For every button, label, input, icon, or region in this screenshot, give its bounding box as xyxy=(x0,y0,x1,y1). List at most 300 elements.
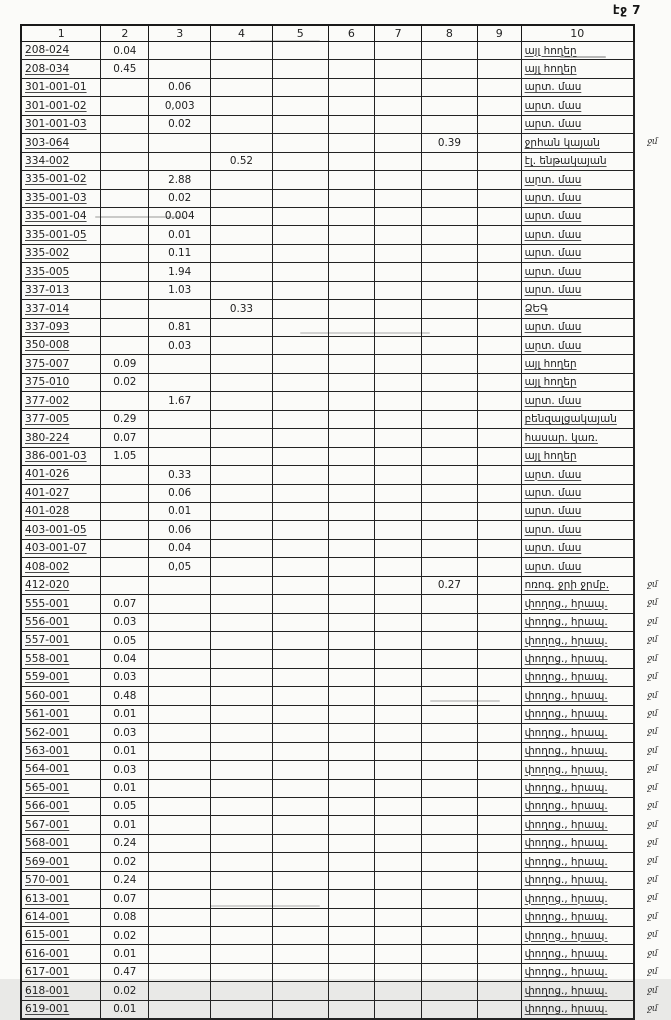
margin-note: ջմ xyxy=(646,1004,658,1015)
value-cell xyxy=(272,779,328,797)
margin-note: ջմ xyxy=(646,579,658,590)
value-cell xyxy=(328,871,375,889)
value-cell xyxy=(328,982,375,1000)
margin-note xyxy=(634,558,670,576)
scan-artifact xyxy=(430,700,500,702)
value-cell xyxy=(477,115,521,133)
value-cell xyxy=(272,152,328,170)
value-cell xyxy=(211,779,273,797)
land-parcel-table xyxy=(20,24,671,1020)
value-cell xyxy=(328,853,375,871)
land-use-label: փողոց., հրապ. xyxy=(521,963,634,981)
value-cell xyxy=(211,871,273,889)
column-header: 2 xyxy=(101,25,149,42)
land-use-label: այլ հողեր xyxy=(521,60,634,78)
land-use-label: փողոց., հրապ. xyxy=(521,945,634,963)
value-cell xyxy=(272,687,328,705)
table-row xyxy=(21,466,670,484)
parcel-code: 562-001 xyxy=(21,724,101,742)
value-cell xyxy=(477,890,521,908)
value-cell xyxy=(211,337,273,355)
value-cell xyxy=(328,595,375,613)
value-cell xyxy=(149,908,211,926)
land-use-label: այլ հողեր xyxy=(521,42,634,60)
value-cell xyxy=(211,650,273,668)
land-use-label: փողոց., հրապ. xyxy=(521,871,634,889)
value-cell: 0.02 xyxy=(101,982,149,1000)
parcel-code: 412-020 xyxy=(21,576,101,594)
value-cell xyxy=(272,207,328,225)
value-cell xyxy=(477,908,521,926)
table-row xyxy=(21,281,670,299)
value-cell xyxy=(422,742,478,760)
table-row xyxy=(21,871,670,889)
value-cell xyxy=(328,484,375,502)
value-cell: 0.08 xyxy=(101,908,149,926)
value-cell xyxy=(375,134,422,152)
value-cell xyxy=(328,724,375,742)
value-cell xyxy=(477,97,521,115)
value-cell: 0.02 xyxy=(149,115,211,133)
value-cell: 0.48 xyxy=(101,687,149,705)
value-cell xyxy=(422,761,478,779)
value-cell xyxy=(477,60,521,78)
value-cell xyxy=(375,189,422,207)
value-cell xyxy=(272,263,328,281)
margin-note xyxy=(634,171,670,189)
value-cell xyxy=(422,1000,478,1019)
value-cell xyxy=(149,927,211,945)
table-row xyxy=(21,115,670,133)
value-cell xyxy=(211,945,273,963)
value-cell xyxy=(101,152,149,170)
table-row xyxy=(21,687,670,705)
margin-note: ջմ xyxy=(646,727,658,738)
land-use-label: փողոց., հրապ. xyxy=(521,742,634,760)
value-cell xyxy=(211,207,273,225)
value-cell xyxy=(477,595,521,613)
value-cell: 0,003 xyxy=(149,97,211,115)
value-cell xyxy=(149,613,211,631)
value-cell: 0.07 xyxy=(101,429,149,447)
value-cell: 0.06 xyxy=(149,521,211,539)
value-cell xyxy=(328,263,375,281)
column-header: 10 xyxy=(521,25,634,42)
value-cell xyxy=(477,337,521,355)
land-use-label: արտ. մաս xyxy=(521,337,634,355)
margin-note xyxy=(634,373,670,391)
value-cell xyxy=(422,429,478,447)
value-cell xyxy=(211,466,273,484)
value-cell xyxy=(149,595,211,613)
value-cell xyxy=(477,963,521,981)
parcel-code: 556-001 xyxy=(21,613,101,631)
parcel-code: 335-002 xyxy=(21,244,101,262)
value-cell xyxy=(272,613,328,631)
value-cell xyxy=(101,502,149,520)
value-cell: 2.88 xyxy=(149,171,211,189)
value-cell xyxy=(272,502,328,520)
value-cell: 0.03 xyxy=(149,337,211,355)
value-cell xyxy=(375,115,422,133)
value-cell xyxy=(422,908,478,926)
value-cell: 0.01 xyxy=(149,226,211,244)
value-cell xyxy=(328,115,375,133)
value-cell: 0.33 xyxy=(149,466,211,484)
value-cell xyxy=(149,152,211,170)
land-use-label: արտ. մաս xyxy=(521,318,634,336)
table-row xyxy=(21,244,670,262)
table-row xyxy=(21,152,670,170)
margin-note: ջմ xyxy=(646,745,658,756)
value-cell xyxy=(149,853,211,871)
land-use-label: փողոց., հրապ. xyxy=(521,724,634,742)
table-row xyxy=(21,226,670,244)
value-cell xyxy=(211,263,273,281)
table-row xyxy=(21,447,670,465)
value-cell xyxy=(477,189,521,207)
value-cell xyxy=(211,429,273,447)
land-use-label: արտ. մաս xyxy=(521,521,634,539)
margin-note xyxy=(634,226,670,244)
value-cell xyxy=(149,668,211,686)
land-use-label: փողոց., հրապ. xyxy=(521,853,634,871)
value-cell xyxy=(375,890,422,908)
parcel-code: 565-001 xyxy=(21,779,101,797)
value-cell xyxy=(211,963,273,981)
table-row xyxy=(21,60,670,78)
value-cell xyxy=(422,337,478,355)
land-use-label: փողոց., հրապ. xyxy=(521,890,634,908)
value-cell xyxy=(211,502,273,520)
margin-note xyxy=(634,152,670,170)
value-cell: 0.81 xyxy=(149,318,211,336)
value-cell xyxy=(375,853,422,871)
margin-note xyxy=(634,300,670,318)
margin-note: ջմ xyxy=(646,985,658,996)
value-cell xyxy=(422,521,478,539)
value-cell xyxy=(375,595,422,613)
value-cell xyxy=(101,134,149,152)
value-cell xyxy=(477,945,521,963)
parcel-code: 569-001 xyxy=(21,853,101,871)
value-cell xyxy=(422,687,478,705)
land-use-label: փողոց., հրապ. xyxy=(521,705,634,723)
table-row xyxy=(21,963,670,981)
land-use-label: փողոց., հրապ. xyxy=(521,613,634,631)
value-cell xyxy=(375,539,422,557)
column-header: 4 xyxy=(211,25,273,42)
value-cell xyxy=(211,742,273,760)
value-cell xyxy=(211,521,273,539)
value-cell: 1.03 xyxy=(149,281,211,299)
value-cell xyxy=(328,945,375,963)
value-cell xyxy=(211,816,273,834)
value-cell xyxy=(272,226,328,244)
value-cell xyxy=(328,816,375,834)
value-cell xyxy=(477,429,521,447)
value-cell xyxy=(375,42,422,60)
parcel-code: 614-001 xyxy=(21,908,101,926)
land-use-label: արտ. մաս xyxy=(521,392,634,410)
value-cell xyxy=(477,521,521,539)
value-cell xyxy=(375,687,422,705)
parcel-code: 558-001 xyxy=(21,650,101,668)
margin-note: ջմ xyxy=(646,911,658,922)
value-cell xyxy=(149,687,211,705)
parcel-code: 337-013 xyxy=(21,281,101,299)
table-row xyxy=(21,318,670,336)
table-row xyxy=(21,668,670,686)
land-use-label: այլ հողեր xyxy=(521,447,634,465)
value-cell xyxy=(328,502,375,520)
value-cell xyxy=(375,318,422,336)
margin-note xyxy=(634,466,670,484)
parcel-code: 408-002 xyxy=(21,558,101,576)
value-cell xyxy=(272,244,328,262)
value-cell: 0.02 xyxy=(101,853,149,871)
value-cell xyxy=(375,410,422,428)
value-cell xyxy=(477,539,521,557)
table-row xyxy=(21,521,670,539)
value-cell: 0.01 xyxy=(101,705,149,723)
value-cell xyxy=(477,152,521,170)
table-body xyxy=(21,42,670,1020)
value-cell xyxy=(272,668,328,686)
value-cell xyxy=(211,355,273,373)
value-cell xyxy=(211,484,273,502)
margin-note: ջմ xyxy=(646,948,658,959)
parcel-code: 618-001 xyxy=(21,982,101,1000)
value-cell xyxy=(211,632,273,650)
value-cell: 0.03 xyxy=(101,613,149,631)
land-use-label: փողոց., հրապ. xyxy=(521,834,634,852)
value-cell xyxy=(211,797,273,815)
value-cell xyxy=(375,945,422,963)
value-cell xyxy=(328,392,375,410)
value-cell xyxy=(328,797,375,815)
value-cell xyxy=(477,853,521,871)
value-cell xyxy=(477,134,521,152)
value-cell xyxy=(211,834,273,852)
value-cell: 0.02 xyxy=(101,927,149,945)
value-cell xyxy=(328,189,375,207)
parcel-code: 559-001 xyxy=(21,668,101,686)
value-cell xyxy=(328,60,375,78)
column-header: 6 xyxy=(328,25,375,42)
value-cell xyxy=(211,244,273,262)
parcel-code: 568-001 xyxy=(21,834,101,852)
land-use-label: փողոց., հրապ. xyxy=(521,632,634,650)
value-cell xyxy=(477,797,521,815)
header-row xyxy=(21,25,670,42)
table-row xyxy=(21,724,670,742)
table-row xyxy=(21,392,670,410)
value-cell xyxy=(272,742,328,760)
table-row xyxy=(21,761,670,779)
land-use-label: փողոց., հրապ. xyxy=(521,1000,634,1019)
value-cell xyxy=(328,171,375,189)
value-cell xyxy=(375,392,422,410)
value-cell xyxy=(272,134,328,152)
value-cell xyxy=(149,761,211,779)
value-cell: 0.07 xyxy=(101,595,149,613)
value-cell xyxy=(328,834,375,852)
value-cell xyxy=(328,963,375,981)
margin-note: ջմ xyxy=(646,598,658,609)
value-cell xyxy=(422,78,478,96)
value-cell xyxy=(477,410,521,428)
value-cell xyxy=(149,355,211,373)
margin-note: ջմ xyxy=(646,137,658,148)
value-cell xyxy=(272,171,328,189)
value-cell xyxy=(101,558,149,576)
value-cell: 0.03 xyxy=(101,668,149,686)
value-cell xyxy=(149,982,211,1000)
value-cell xyxy=(422,834,478,852)
column-header: 5 xyxy=(272,25,328,42)
value-cell xyxy=(422,853,478,871)
value-cell xyxy=(422,189,478,207)
value-cell xyxy=(328,466,375,484)
value-cell: 0.39 xyxy=(422,134,478,152)
parcel-code: 377-005 xyxy=(21,410,101,428)
value-cell xyxy=(375,171,422,189)
parcel-code: 334-002 xyxy=(21,152,101,170)
value-cell xyxy=(477,724,521,742)
value-cell xyxy=(375,576,422,594)
value-cell xyxy=(149,60,211,78)
value-cell xyxy=(101,115,149,133)
parcel-code: 564-001 xyxy=(21,761,101,779)
land-use-label: արտ. մաս xyxy=(521,189,634,207)
margin-note: ջմ xyxy=(646,782,658,793)
value-cell xyxy=(422,281,478,299)
value-cell xyxy=(422,410,478,428)
value-cell xyxy=(375,226,422,244)
value-cell xyxy=(149,373,211,391)
value-cell xyxy=(328,300,375,318)
table-row xyxy=(21,797,670,815)
value-cell: 0.01 xyxy=(101,779,149,797)
land-use-label: հասար. կառ. xyxy=(521,429,634,447)
value-cell: 0.05 xyxy=(101,797,149,815)
margin-note: ջմ xyxy=(646,930,658,941)
margin-note xyxy=(634,263,670,281)
value-cell xyxy=(101,189,149,207)
value-cell xyxy=(375,558,422,576)
value-cell xyxy=(272,373,328,391)
value-cell xyxy=(328,632,375,650)
land-use-label: արտ. մաս xyxy=(521,244,634,262)
value-cell xyxy=(375,300,422,318)
value-cell xyxy=(477,871,521,889)
value-cell: 0.29 xyxy=(101,410,149,428)
parcel-code: 617-001 xyxy=(21,963,101,981)
land-use-label: էլ. ենթակայան xyxy=(521,152,634,170)
margin-spacer xyxy=(634,25,670,42)
land-use-label: փողոց., հրապ. xyxy=(521,595,634,613)
land-use-label: փողոց., հրապ. xyxy=(521,668,634,686)
table-row xyxy=(21,816,670,834)
margin-note: ջմ xyxy=(646,838,658,849)
value-cell xyxy=(422,632,478,650)
value-cell xyxy=(149,797,211,815)
value-cell: 1.67 xyxy=(149,392,211,410)
value-cell xyxy=(272,595,328,613)
table-row xyxy=(21,78,670,96)
value-cell xyxy=(375,871,422,889)
value-cell xyxy=(211,281,273,299)
value-cell xyxy=(477,779,521,797)
value-cell: 0,05 xyxy=(149,558,211,576)
value-cell xyxy=(375,908,422,926)
value-cell xyxy=(272,816,328,834)
scan-artifact xyxy=(560,56,606,58)
parcel-code: 567-001 xyxy=(21,816,101,834)
value-cell xyxy=(422,871,478,889)
column-header: 8 xyxy=(422,25,478,42)
land-use-label: արտ. մաս xyxy=(521,263,634,281)
value-cell xyxy=(477,392,521,410)
margin-note: ջմ xyxy=(646,672,658,683)
value-cell xyxy=(422,207,478,225)
value-cell xyxy=(211,761,273,779)
land-use-label: արտ. մաս xyxy=(521,558,634,576)
value-cell xyxy=(328,97,375,115)
value-cell xyxy=(272,355,328,373)
value-cell xyxy=(375,742,422,760)
value-cell xyxy=(272,945,328,963)
value-cell xyxy=(272,447,328,465)
value-cell: 0.01 xyxy=(101,742,149,760)
value-cell xyxy=(101,539,149,557)
value-cell xyxy=(477,466,521,484)
land-use-label: փողոց., հրապ. xyxy=(521,816,634,834)
value-cell xyxy=(375,207,422,225)
value-cell xyxy=(211,668,273,686)
value-cell xyxy=(328,613,375,631)
parcel-code: 561-001 xyxy=(21,705,101,723)
value-cell xyxy=(328,779,375,797)
value-cell: 0.01 xyxy=(101,945,149,963)
margin-note: ջմ xyxy=(646,874,658,885)
value-cell xyxy=(211,982,273,1000)
value-cell xyxy=(375,373,422,391)
value-cell xyxy=(477,613,521,631)
table-row xyxy=(21,263,670,281)
page-number-label: էջ 7 xyxy=(612,3,641,17)
parcel-code: 380-224 xyxy=(21,429,101,447)
land-use-label: արտ. մաս xyxy=(521,539,634,557)
value-cell: 0.02 xyxy=(149,189,211,207)
table-row xyxy=(21,134,670,152)
column-header: 1 xyxy=(21,25,101,42)
value-cell xyxy=(422,115,478,133)
parcel-code: 303-064 xyxy=(21,134,101,152)
value-cell xyxy=(477,927,521,945)
value-cell xyxy=(477,300,521,318)
margin-note xyxy=(634,539,670,557)
value-cell xyxy=(375,668,422,686)
value-cell xyxy=(328,337,375,355)
table-row xyxy=(21,97,670,115)
value-cell xyxy=(328,705,375,723)
parcel-code: 335-001-02 xyxy=(21,171,101,189)
value-cell xyxy=(101,318,149,336)
value-cell xyxy=(375,632,422,650)
value-cell: 0.33 xyxy=(211,300,273,318)
